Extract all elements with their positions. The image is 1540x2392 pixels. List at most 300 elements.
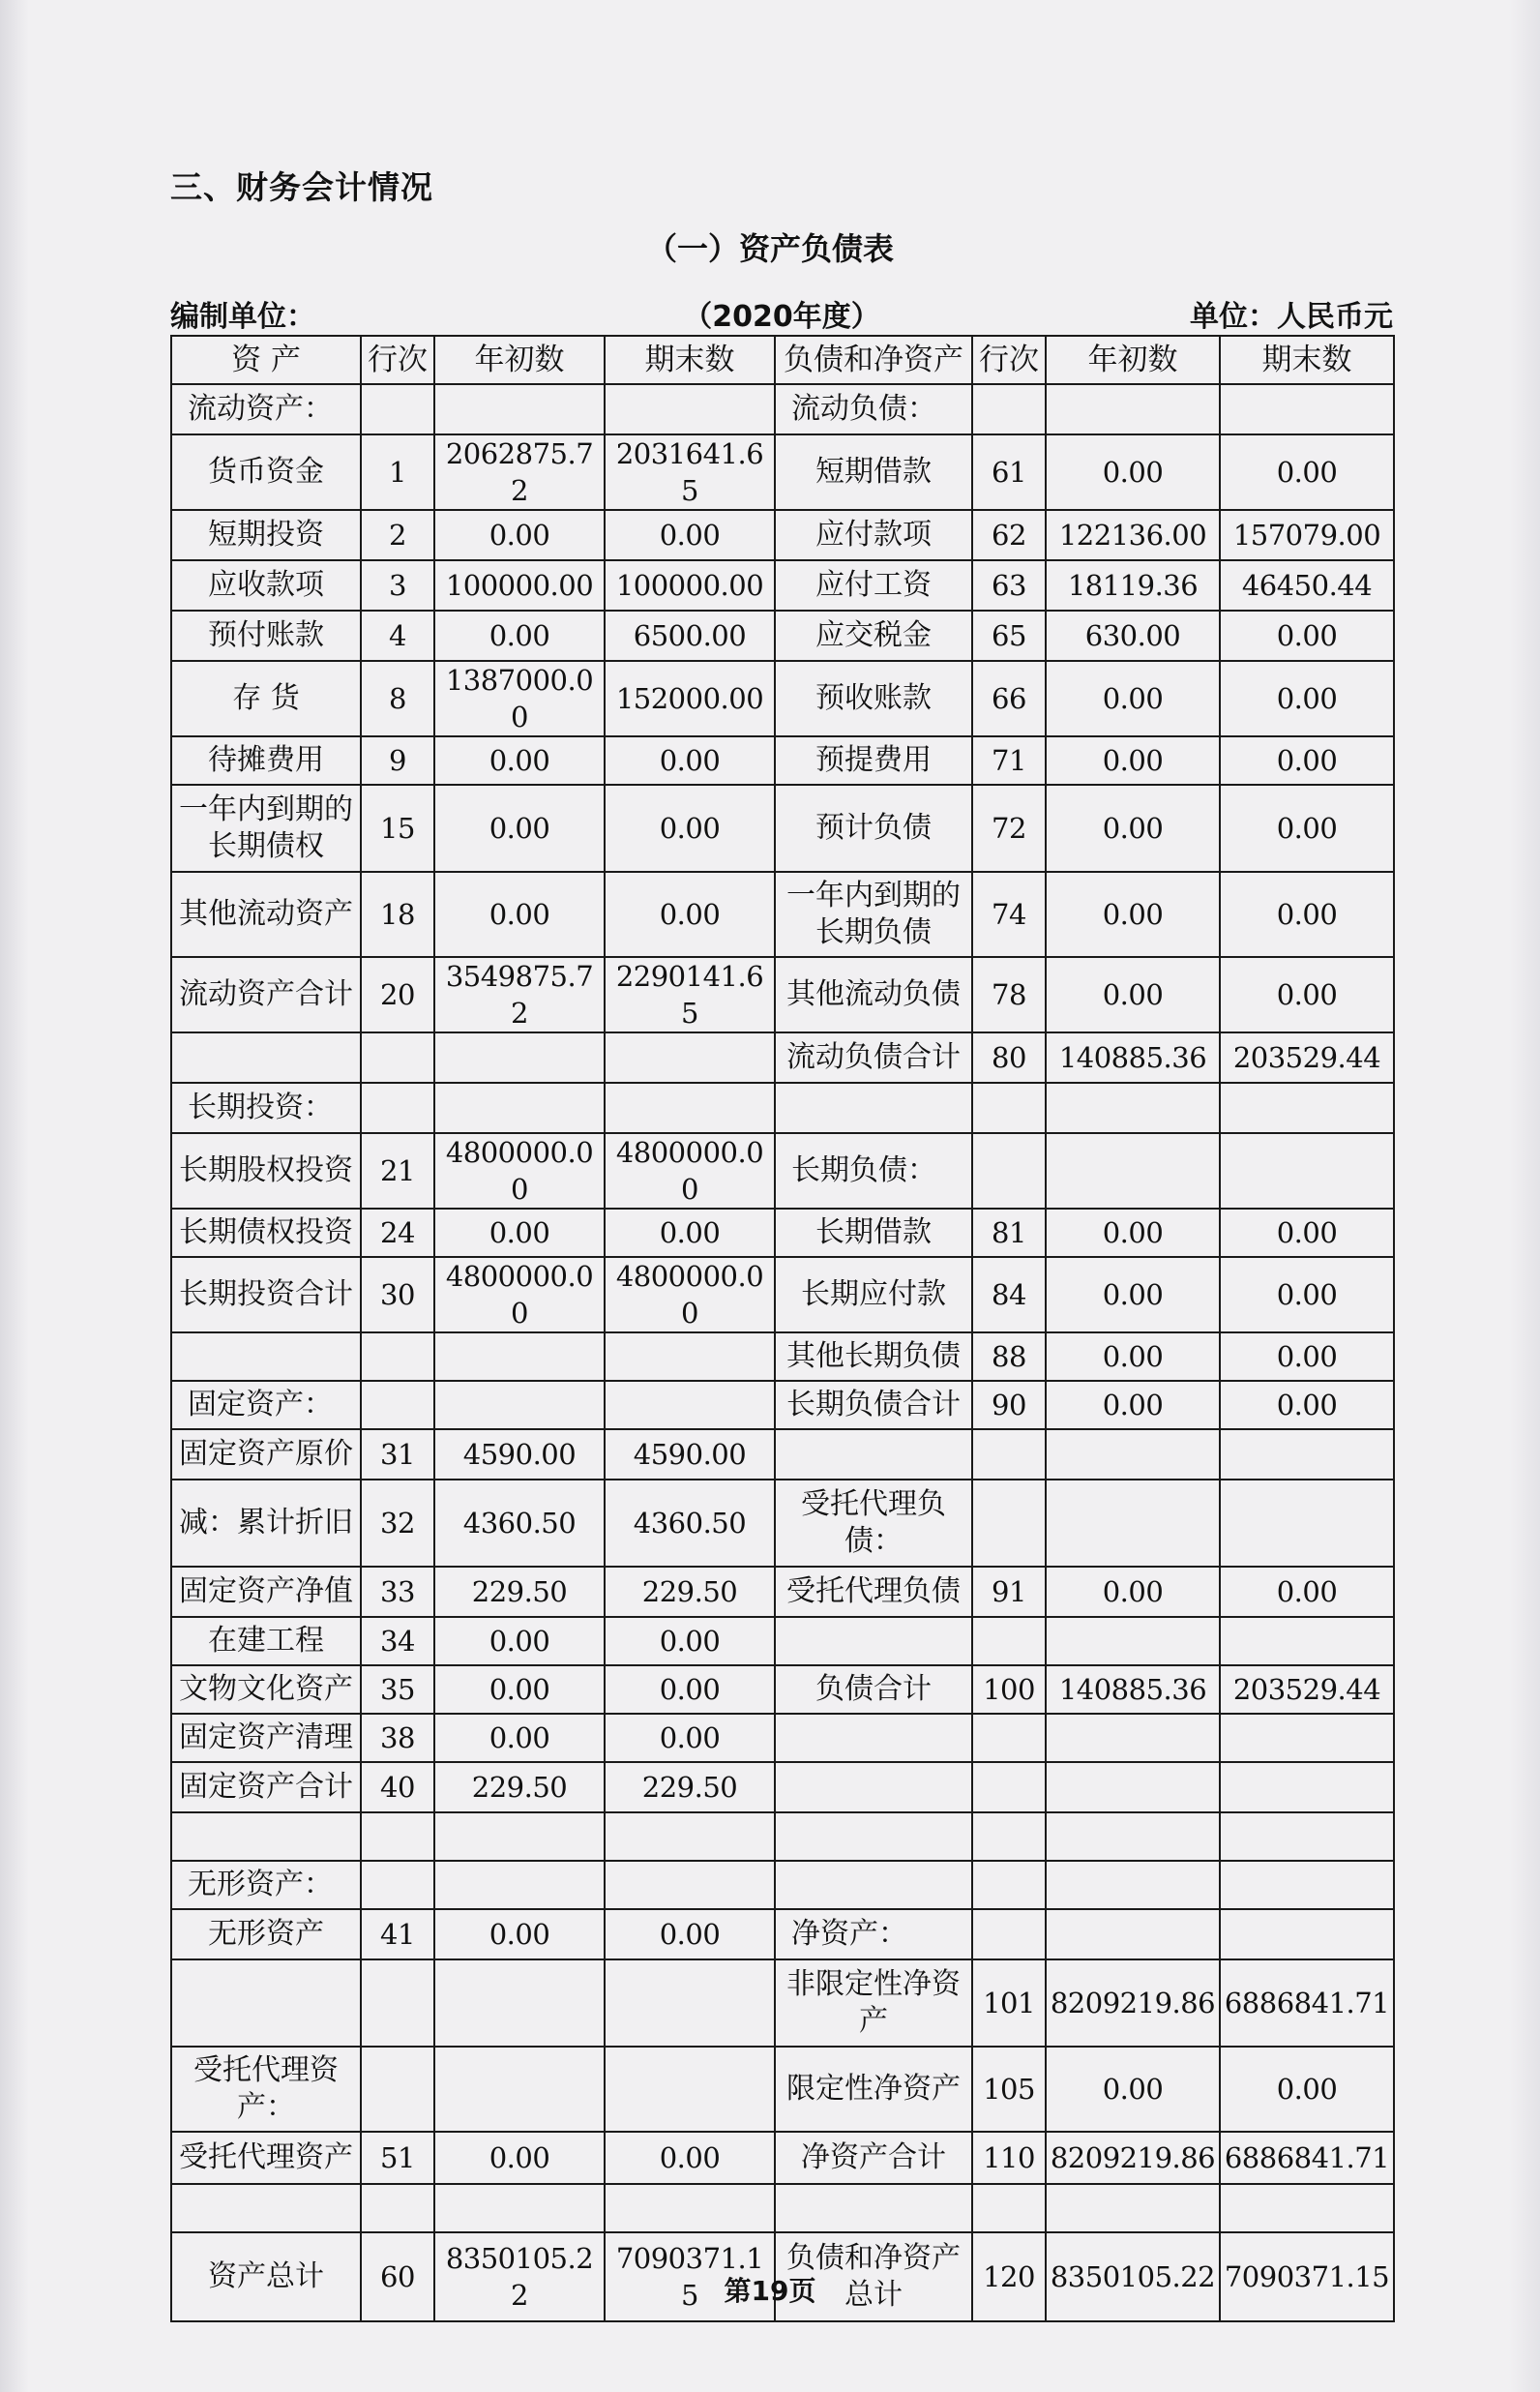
liability-cell [1046, 1429, 1220, 1480]
asset-cell [605, 1812, 775, 1861]
liability-cell: 长期负债合计 [775, 1381, 972, 1429]
liability-cell [1046, 1909, 1220, 1959]
asset-cell [434, 1032, 605, 1083]
liability-cell: 6886841.71 [1220, 1959, 1394, 2047]
liability-cell [1220, 1429, 1394, 1480]
asset-cell [434, 2184, 605, 2232]
liability-cell: 0.00 [1046, 661, 1220, 736]
table-row [171, 661, 1394, 736]
asset-cell [605, 1861, 775, 1909]
asset-cell: 2031641.65 [605, 434, 775, 510]
asset-cell [605, 1381, 775, 1429]
asset-cell: 4360.50 [605, 1480, 775, 1567]
liability-cell: 140885.36 [1046, 1665, 1220, 1714]
liability-cell: 0.00 [1046, 736, 1220, 785]
liability-cell [1220, 1714, 1394, 1762]
asset-cell: 受托代理资产 [171, 2132, 361, 2184]
asset-cell: 41 [361, 1909, 434, 1959]
asset-cell: 0.00 [434, 2132, 605, 2184]
liability-cell [1220, 1762, 1394, 1812]
asset-cell: 152000.00 [605, 661, 775, 736]
asset-cell: 长期股权投资 [171, 1133, 361, 1209]
asset-cell: 0.00 [605, 2132, 775, 2184]
liability-cell: 0.00 [1046, 1332, 1220, 1381]
liability-cell: 140885.36 [1046, 1032, 1220, 1083]
table-row [171, 510, 1394, 560]
liability-cell [775, 1617, 972, 1665]
table-header-row [171, 336, 1394, 384]
table-row [171, 2184, 1394, 2232]
liability-cell [775, 2184, 972, 2232]
liability-cell: 203529.44 [1220, 1032, 1394, 1083]
table-row [171, 1209, 1394, 1257]
liability-cell: 净资产： [775, 1909, 972, 1959]
balance-sheet-body [171, 336, 1394, 2321]
table-row [171, 1567, 1394, 1617]
asset-cell: 0.00 [434, 1209, 605, 1257]
asset-cell [434, 1812, 605, 1861]
asset-cell: 0.00 [434, 736, 605, 785]
table-meta [170, 292, 1393, 334]
liability-cell [972, 1762, 1046, 1812]
liability-cell: 66 [972, 661, 1046, 736]
asset-cell: 51 [361, 2132, 434, 2184]
table-row [171, 872, 1394, 957]
asset-cell: 229.50 [434, 1762, 605, 1812]
liability-cell: 80 [972, 1032, 1046, 1083]
asset-cell: 100000.00 [605, 560, 775, 611]
liability-cell: 0.00 [1220, 872, 1394, 957]
balance-sheet-table [170, 335, 1395, 2322]
column-header: 年初数 [434, 336, 605, 384]
column-header: 行次 [361, 336, 434, 384]
liability-cell [775, 1861, 972, 1909]
table-row [171, 2047, 1394, 2132]
asset-cell: 0.00 [605, 510, 775, 560]
asset-cell: 0.00 [605, 736, 775, 785]
asset-cell: 30 [361, 1257, 434, 1332]
liability-cell: 0.00 [1046, 1567, 1220, 1617]
liability-cell: 其他长期负债 [775, 1332, 972, 1381]
liability-cell: 受托代理负债 [775, 1567, 972, 1617]
liability-cell: 203529.44 [1220, 1665, 1394, 1714]
liability-cell [972, 1480, 1046, 1567]
table-row [171, 1083, 1394, 1133]
asset-cell: 9 [361, 736, 434, 785]
asset-cell: 0.00 [434, 1665, 605, 1714]
table-title: （一）资产负债表 [645, 230, 894, 267]
asset-cell: 固定资产合计 [171, 1762, 361, 1812]
asset-cell [171, 1332, 361, 1381]
asset-cell: 0.00 [434, 611, 605, 661]
liability-cell [1220, 1861, 1394, 1909]
liability-cell: 净资产合计 [775, 2132, 972, 2184]
asset-cell: 无形资产： [171, 1861, 361, 1909]
liability-cell: 0.00 [1046, 434, 1220, 510]
asset-cell: 0.00 [605, 1617, 775, 1665]
asset-cell: 长期债权投资 [171, 1209, 361, 1257]
asset-cell: 待摊费用 [171, 736, 361, 785]
table-row [171, 1429, 1394, 1480]
asset-cell: 229.50 [605, 1567, 775, 1617]
asset-cell [605, 2184, 775, 2232]
asset-cell [361, 1032, 434, 1083]
asset-cell: 长期投资合计 [171, 1257, 361, 1332]
table-row [171, 1959, 1394, 2047]
liability-cell [1046, 1861, 1220, 1909]
liability-cell [1220, 1480, 1394, 1567]
liability-cell [775, 1714, 972, 1762]
asset-cell: 15 [361, 785, 434, 872]
liability-cell: 0.00 [1220, 434, 1394, 510]
asset-cell: 0.00 [605, 1665, 775, 1714]
column-header: 期末数 [605, 336, 775, 384]
liability-cell: 91 [972, 1567, 1046, 1617]
liability-cell: 0.00 [1046, 872, 1220, 957]
liability-cell: 630.00 [1046, 611, 1220, 661]
liability-cell: 81 [972, 1209, 1046, 1257]
liability-cell [972, 1083, 1046, 1133]
table-row [171, 1480, 1394, 1567]
asset-cell: 1387000.00 [434, 661, 605, 736]
liability-cell: 0.00 [1046, 2047, 1220, 2132]
asset-cell [361, 1812, 434, 1861]
asset-cell [171, 1959, 361, 2047]
liability-cell: 0.00 [1046, 957, 1220, 1032]
liability-cell: 157079.00 [1220, 510, 1394, 560]
asset-cell: 18 [361, 872, 434, 957]
asset-cell: 4800000.00 [605, 1257, 775, 1332]
liability-cell [972, 1133, 1046, 1209]
table-row [171, 957, 1394, 1032]
table-row [171, 1665, 1394, 1714]
asset-cell: 4360.50 [434, 1480, 605, 1567]
asset-cell [434, 1861, 605, 1909]
asset-cell [361, 2047, 434, 2132]
column-header: 行次 [972, 336, 1046, 384]
asset-cell: 60 [361, 2232, 434, 2321]
asset-cell: 33 [361, 1567, 434, 1617]
liability-cell: 预计负债 [775, 785, 972, 872]
asset-cell: 长期投资： [171, 1083, 361, 1133]
asset-cell: 7090371.15 [605, 2232, 775, 2321]
asset-cell: 24 [361, 1209, 434, 1257]
table-row [171, 560, 1394, 611]
liability-cell: 122136.00 [1046, 510, 1220, 560]
asset-cell: 3 [361, 560, 434, 611]
asset-cell [361, 1381, 434, 1429]
liability-cell: 0.00 [1220, 1567, 1394, 1617]
liability-cell [1046, 1480, 1220, 1567]
asset-cell: 8 [361, 661, 434, 736]
asset-cell: 31 [361, 1429, 434, 1480]
asset-cell: 固定资产净值 [171, 1567, 361, 1617]
asset-cell: 2290141.65 [605, 957, 775, 1032]
asset-cell: 固定资产清理 [171, 1714, 361, 1762]
liability-cell: 0.00 [1220, 1381, 1394, 1429]
asset-cell: 0.00 [605, 1209, 775, 1257]
asset-cell: 229.50 [605, 1762, 775, 1812]
asset-cell: 短期投资 [171, 510, 361, 560]
liability-cell: 0.00 [1220, 785, 1394, 872]
asset-cell: 应收款项 [171, 560, 361, 611]
asset-cell: 受托代理资产： [171, 2047, 361, 2132]
liability-cell: 长期借款 [775, 1209, 972, 1257]
table-row [171, 1133, 1394, 1209]
liability-cell: 0.00 [1220, 1332, 1394, 1381]
asset-cell: 0.00 [605, 872, 775, 957]
liability-cell [1046, 1812, 1220, 1861]
table-row [171, 1381, 1394, 1429]
liability-cell: 0.00 [1220, 611, 1394, 661]
liability-cell: 预提费用 [775, 736, 972, 785]
asset-cell [361, 1959, 434, 2047]
liability-cell [1220, 1133, 1394, 1209]
liability-cell: 88 [972, 1332, 1046, 1381]
column-header: 负债和净资产 [775, 336, 972, 384]
liability-cell: 0.00 [1220, 1209, 1394, 1257]
liability-cell: 46450.44 [1220, 560, 1394, 611]
liability-cell [1046, 1083, 1220, 1133]
asset-cell: 减：累计折旧 [171, 1480, 361, 1567]
asset-cell [434, 1381, 605, 1429]
asset-cell: 0.00 [605, 1714, 775, 1762]
table-row [171, 1032, 1394, 1083]
column-header: 期末数 [1220, 336, 1394, 384]
liability-cell [1220, 2184, 1394, 2232]
liability-cell [1220, 1083, 1394, 1133]
liability-cell [775, 1083, 972, 1133]
liability-cell [775, 1429, 972, 1480]
table-row [171, 1861, 1394, 1909]
liability-cell: 63 [972, 560, 1046, 611]
asset-cell: 4590.00 [434, 1429, 605, 1480]
asset-cell: 20 [361, 957, 434, 1032]
liability-cell [1046, 1762, 1220, 1812]
liability-cell: 105 [972, 2047, 1046, 2132]
liability-cell: 8350105.22 [1046, 2232, 1220, 2321]
liability-cell: 0.00 [1220, 1257, 1394, 1332]
liability-cell: 0.00 [1046, 1209, 1220, 1257]
liability-cell: 限定性净资产 [775, 2047, 972, 2132]
asset-cell [361, 1332, 434, 1381]
currency-unit: 单位：人民币元 [1190, 300, 1393, 334]
liability-cell: 0.00 [1220, 957, 1394, 1032]
asset-cell: 预付账款 [171, 611, 361, 661]
asset-cell: 4800000.00 [434, 1257, 605, 1332]
liability-cell [972, 1429, 1046, 1480]
liability-cell: 长期负债： [775, 1133, 972, 1209]
asset-cell: 40 [361, 1762, 434, 1812]
liability-cell: 101 [972, 1959, 1046, 2047]
asset-cell [434, 384, 605, 434]
asset-cell: 0.00 [434, 510, 605, 560]
asset-cell: 0.00 [434, 1617, 605, 1665]
liability-cell: 0.00 [1220, 2047, 1394, 2132]
asset-cell: 8350105.22 [434, 2232, 605, 2321]
report-year: （2020年度） [683, 300, 880, 334]
liability-cell: 7090371.15 [1220, 2232, 1394, 2321]
asset-cell [171, 2184, 361, 2232]
asset-cell [434, 1959, 605, 2047]
table-row [171, 2132, 1394, 2184]
liability-cell [1220, 1617, 1394, 1665]
liability-cell [972, 1861, 1046, 1909]
asset-cell: 1 [361, 434, 434, 510]
asset-cell: 2 [361, 510, 434, 560]
liability-cell: 84 [972, 1257, 1046, 1332]
asset-cell: 无形资产 [171, 1909, 361, 1959]
asset-cell [605, 1959, 775, 2047]
asset-cell: 固定资产原价 [171, 1429, 361, 1480]
asset-cell: 229.50 [434, 1567, 605, 1617]
liability-cell [1220, 384, 1394, 434]
liability-cell: 78 [972, 957, 1046, 1032]
asset-cell: 0.00 [605, 785, 775, 872]
liability-cell [972, 2184, 1046, 2232]
liability-cell: 110 [972, 2132, 1046, 2184]
asset-cell: 流动资产合计 [171, 957, 361, 1032]
liability-cell [972, 1714, 1046, 1762]
liability-cell: 应交税金 [775, 611, 972, 661]
table-row [171, 1909, 1394, 1959]
liability-cell: 8209219.86 [1046, 1959, 1220, 2047]
table-row [171, 384, 1394, 434]
asset-cell: 4 [361, 611, 434, 661]
asset-cell [361, 1861, 434, 1909]
table-row [171, 1617, 1394, 1665]
asset-cell: 32 [361, 1480, 434, 1567]
liability-cell: 受托代理负债： [775, 1480, 972, 1567]
asset-cell: 4800000.00 [605, 1133, 775, 1209]
liability-cell: 6886841.71 [1220, 2132, 1394, 2184]
liability-cell [972, 384, 1046, 434]
asset-cell: 6500.00 [605, 611, 775, 661]
asset-cell [361, 1083, 434, 1133]
liability-cell: 负债和净资产总计 [775, 2232, 972, 2321]
liability-cell: 61 [972, 434, 1046, 510]
liability-cell: 0.00 [1046, 1381, 1220, 1429]
liability-cell: 负债合计 [775, 1665, 972, 1714]
liability-cell: 120 [972, 2232, 1046, 2321]
liability-cell: 65 [972, 611, 1046, 661]
liability-cell: 90 [972, 1381, 1046, 1429]
liability-cell [1046, 1714, 1220, 1762]
asset-cell [171, 1032, 361, 1083]
table-row [171, 736, 1394, 785]
asset-cell [605, 384, 775, 434]
liability-cell: 100 [972, 1665, 1046, 1714]
liability-cell: 62 [972, 510, 1046, 560]
asset-cell: 0.00 [434, 1714, 605, 1762]
liability-cell: 流动负债： [775, 384, 972, 434]
table-row [171, 785, 1394, 872]
asset-cell: 34 [361, 1617, 434, 1665]
asset-cell [605, 1332, 775, 1381]
asset-cell [605, 1032, 775, 1083]
liability-cell: 0.00 [1046, 785, 1220, 872]
asset-cell: 存 货 [171, 661, 361, 736]
asset-cell: 38 [361, 1714, 434, 1762]
asset-cell [605, 1083, 775, 1133]
liability-cell [1220, 1812, 1394, 1861]
asset-cell: 0.00 [434, 1909, 605, 1959]
liability-cell [1220, 1909, 1394, 1959]
liability-cell: 74 [972, 872, 1046, 957]
table-row [171, 611, 1394, 661]
liability-cell [972, 1812, 1046, 1861]
asset-cell: 文物文化资产 [171, 1665, 361, 1714]
liability-cell: 0.00 [1220, 736, 1394, 785]
liability-cell [1046, 1133, 1220, 1209]
asset-cell: 0.00 [605, 1909, 775, 1959]
asset-cell: 21 [361, 1133, 434, 1209]
liability-cell [972, 1617, 1046, 1665]
liability-cell [775, 1812, 972, 1861]
liability-cell: 其他流动负债 [775, 957, 972, 1032]
asset-cell: 3549875.72 [434, 957, 605, 1032]
asset-cell [434, 2047, 605, 2132]
table-row [171, 1812, 1394, 1861]
liability-cell: 0.00 [1220, 661, 1394, 736]
liability-cell: 8209219.86 [1046, 2132, 1220, 2184]
liability-cell: 应付款项 [775, 510, 972, 560]
asset-cell: 资产总计 [171, 2232, 361, 2321]
asset-cell [171, 1812, 361, 1861]
table-row [171, 1257, 1394, 1332]
asset-cell: 固定资产： [171, 1381, 361, 1429]
liability-cell: 预收账款 [775, 661, 972, 736]
liability-cell [1046, 384, 1220, 434]
column-header: 资 产 [171, 336, 361, 384]
compiling-unit-label: 编制单位： [170, 300, 315, 334]
liability-cell: 72 [972, 785, 1046, 872]
liability-cell: 0.00 [1046, 1257, 1220, 1332]
liability-cell: 非限定性净资产 [775, 1959, 972, 2047]
asset-cell [434, 1332, 605, 1381]
liability-cell [775, 1762, 972, 1812]
asset-cell: 在建工程 [171, 1617, 361, 1665]
table-row [171, 1714, 1394, 1762]
asset-cell: 一年内到期的长期债权 [171, 785, 361, 872]
liability-cell: 一年内到期的长期负债 [775, 872, 972, 957]
liability-cell [1046, 1617, 1220, 1665]
asset-cell: 0.00 [434, 785, 605, 872]
asset-cell: 其他流动资产 [171, 872, 361, 957]
table-row [171, 1332, 1394, 1381]
asset-cell [434, 1083, 605, 1133]
liability-cell: 71 [972, 736, 1046, 785]
asset-cell: 2062875.72 [434, 434, 605, 510]
liability-cell [972, 1909, 1046, 1959]
asset-cell: 货币资金 [171, 434, 361, 510]
table-row [171, 1762, 1394, 1812]
asset-cell [361, 2184, 434, 2232]
asset-cell [605, 2047, 775, 2132]
liability-cell: 流动负债合计 [775, 1032, 972, 1083]
asset-cell: 4800000.00 [434, 1133, 605, 1209]
section-title: 三、财务会计情况 [170, 168, 433, 206]
asset-cell: 流动资产： [171, 384, 361, 434]
asset-cell: 100000.00 [434, 560, 605, 611]
liability-cell [1046, 2184, 1220, 2232]
asset-cell: 4590.00 [605, 1429, 775, 1480]
liability-cell: 应付工资 [775, 560, 972, 611]
column-header: 年初数 [1046, 336, 1220, 384]
asset-cell [361, 384, 434, 434]
liability-cell: 18119.36 [1046, 560, 1220, 611]
asset-cell: 0.00 [434, 872, 605, 957]
